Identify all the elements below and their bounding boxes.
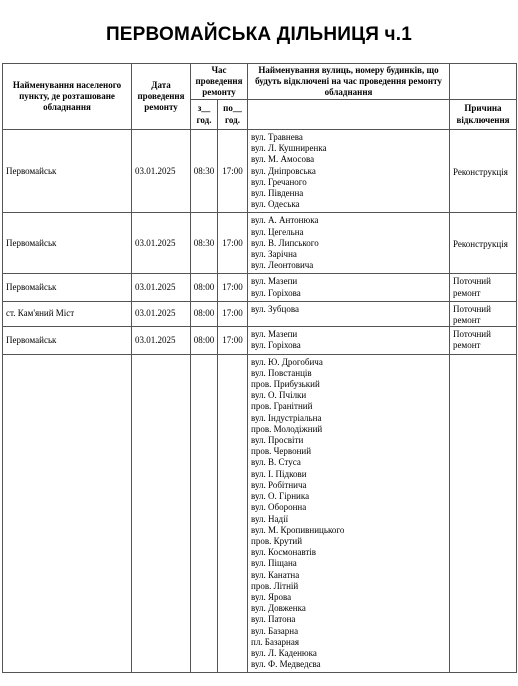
- cell-settlement: [3, 354, 132, 673]
- cell-streets: [248, 354, 450, 673]
- street-item: вул. Л. Каденюка: [251, 647, 317, 658]
- street-item: пров. Літній: [251, 580, 299, 591]
- cell-from: 08:00: [191, 327, 218, 354]
- cell-reason: [450, 354, 517, 673]
- street-item: вул. Леонтовича: [251, 260, 314, 271]
- street-item: вул. Довженка: [251, 603, 306, 614]
- outage-schedule-table: [2, 63, 517, 673]
- street-item: вул. Південна: [251, 188, 304, 199]
- street-item: вул. Канатна: [251, 569, 300, 580]
- cell-reason: Реконструкція: [450, 213, 517, 274]
- street-item: вул. Індустріальна: [251, 412, 322, 423]
- street-item: вул. Дніпровська: [251, 165, 316, 176]
- street-item: вул. Ярова: [251, 591, 292, 602]
- cell-reason: Поточний ремонт: [450, 327, 517, 354]
- table-row: [3, 354, 517, 673]
- header-settlement: Найменування населеного пункту, де розташоване обладнання: [3, 64, 132, 130]
- street-item: вул. І. Підкови: [251, 468, 307, 479]
- street-item: вул. Повстанців: [251, 367, 312, 378]
- table-row: [3, 301, 517, 326]
- street-item: вул. Л. Кушниренка: [251, 143, 327, 154]
- street-item: вул. Просвіти: [251, 435, 304, 446]
- street-item: пров. Молодіжний: [251, 423, 323, 434]
- street-item: вул. Ю. Дрогобича: [251, 356, 323, 367]
- cell-reason: Реконструкція: [450, 130, 517, 213]
- street-item: вул. Мазепи: [251, 276, 298, 287]
- header-empty: [450, 64, 517, 100]
- header-row: [3, 64, 517, 100]
- street-item: вул. Базарна: [251, 625, 299, 636]
- cell-streets: [248, 213, 450, 274]
- street-item: вул. Надії: [251, 513, 289, 524]
- cell-settlement: Первомайськ: [3, 327, 132, 354]
- street-item: вул. В. Стуса: [251, 457, 301, 468]
- street-item: вул. М. Амосова: [251, 154, 315, 165]
- header-time: Час проведення ремонту: [191, 64, 248, 100]
- cell-settlement: Первомайськ: [3, 130, 132, 213]
- street-item: пров. Прибузький: [251, 379, 320, 390]
- table-row: [3, 274, 517, 301]
- cell-to: 17:00: [218, 327, 248, 354]
- header-date: Дата проведення ремонту: [132, 64, 191, 130]
- cell-streets: [248, 327, 450, 354]
- cell-streets: [248, 301, 450, 326]
- street-item: вул. Одеська: [251, 199, 300, 210]
- cell-date: 03.01.2025: [132, 274, 191, 301]
- cell-reason: Поточний ремонт: [450, 274, 517, 301]
- cell-to: [218, 354, 248, 673]
- street-item: пл. Базарная: [251, 636, 299, 647]
- street-item: пров. Крутий: [251, 535, 303, 546]
- table-row: [3, 327, 517, 354]
- cell-settlement: Первомайськ: [3, 274, 132, 301]
- street-item: пров. Гранітний: [251, 401, 313, 412]
- cell-from: [191, 354, 218, 673]
- street-item: вул. В. Липського: [251, 237, 319, 248]
- street-item: вул. Космонавтів: [251, 547, 317, 558]
- street-item: вул. Гречаного: [251, 176, 307, 187]
- cell-date: 03.01.2025: [132, 301, 191, 326]
- header-to: по__ год.: [218, 100, 248, 130]
- cell-date: [132, 354, 191, 673]
- cell-to: 17:00: [218, 213, 248, 274]
- street-item: вул. Горіхова: [251, 340, 301, 351]
- header-streets-sub: [248, 100, 450, 130]
- street-item: вул. Цегельна: [251, 226, 304, 237]
- street-item: вул. Горіхова: [251, 287, 301, 298]
- cell-from: 08:00: [191, 301, 218, 326]
- street-item: вул. О. Гірника: [251, 491, 310, 502]
- cell-from: 08:00: [191, 274, 218, 301]
- cell-date: 03.01.2025: [132, 130, 191, 213]
- table-row: [3, 213, 517, 274]
- cell-from: 08:30: [191, 130, 218, 213]
- cell-to: 17:00: [218, 130, 248, 213]
- header-from: з__ год.: [191, 100, 218, 130]
- street-item: вул. О. Пчілки: [251, 390, 307, 401]
- cell-to: 17:00: [218, 274, 248, 301]
- cell-settlement: ст. Кам'яний Міст: [3, 301, 132, 326]
- cell-settlement: Первомайськ: [3, 213, 132, 274]
- header-reason: Причина відключення: [450, 100, 517, 130]
- page-title: ПЕРВОМАЙСЬКА ДІЛЬНИЦЯ ч.1: [105, 24, 413, 45]
- street-item: вул. Патона: [251, 614, 296, 625]
- street-item: вул. М. Кропивницького: [251, 524, 345, 535]
- street-item: пров. Червоний: [251, 446, 312, 457]
- street-item: вул. Ф. Медведєва: [251, 659, 321, 670]
- street-item: вул. Піщана: [251, 558, 297, 569]
- cell-from: 08:30: [191, 213, 218, 274]
- cell-date: 03.01.2025: [132, 327, 191, 354]
- cell-date: 03.01.2025: [132, 213, 191, 274]
- cell-to: 17:00: [218, 301, 248, 326]
- street-item: вул. Робітнича: [251, 479, 307, 490]
- street-item: вул. Оборонна: [251, 502, 307, 513]
- street-item: вул. А. Антонюка: [251, 215, 319, 226]
- header-streets: Найменування вулиць, номеру будинків, що будуть відключені на час проведення ремонту обладнання: [248, 64, 450, 100]
- cell-streets: [248, 130, 450, 213]
- table-body: [3, 130, 517, 673]
- street-item: вул. Зубцова: [251, 303, 299, 314]
- cell-streets: [248, 274, 450, 301]
- street-item: вул. Мазепи: [251, 329, 298, 340]
- cell-reason: Поточний ремонт: [450, 301, 517, 326]
- street-item: вул. Травнева: [251, 132, 303, 142]
- street-item: вул. Зарічна: [251, 249, 297, 260]
- table-row: [3, 130, 517, 213]
